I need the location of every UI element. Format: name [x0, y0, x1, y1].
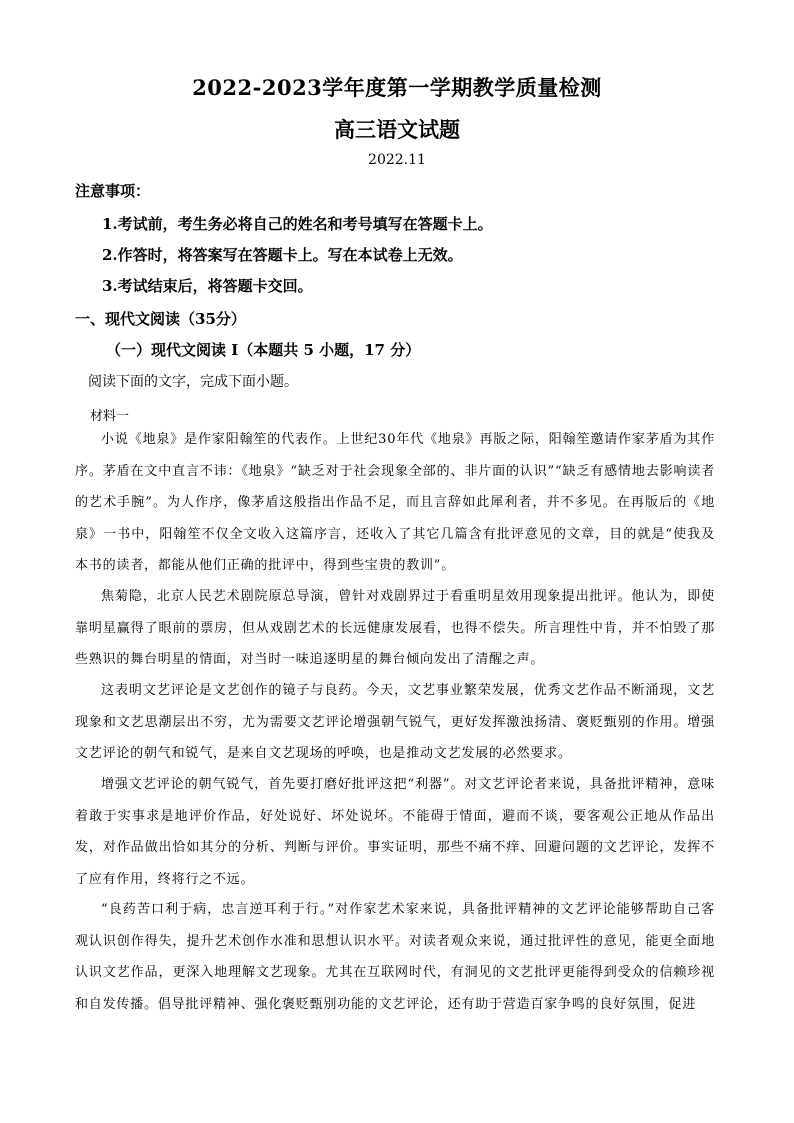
paragraph: 这表明文艺评论是文艺创作的镜子与良药。今天，文艺事业繁荣发展，优秀文艺作品不断涌现，文艺现象和文艺思潮层出不穷，尤为需要文艺评论增强朝气锐气，更好发挥激浊扬清、褒贬甄别的作用。增强文艺评论的朝气和锐气，是来自文艺现场的呼唤，也是推动文艺发展的必然要求。 [75, 683, 715, 761]
subsection-heading: （一）现代文阅读 I（本题共 5 小题，17 分） [106, 341, 421, 359]
exam-subtitle: 高三语文试题 [334, 117, 460, 142]
reading-instruction: 阅读下面的文字，完成下面小题。 [88, 374, 298, 390]
section-heading: 一、现代文阅读（35分） [75, 310, 246, 328]
paragraph: 增强文艺评论的朝气锐气，首先要打磨好批评这把“利器”。对文艺评论者来说，具备批评精神，意味着敢于实事求是地评价作品，好处说好、坏处说坏。不能碍于情面，避而不谈，要客观公正地从作品出发，对作品做出恰如其分的分析、判断与评价。事实证明，那些不痛不痒、回避问题的文艺评论，发挥不了应有作用，终将行之不远。 [75, 777, 715, 887]
exam-title: 2022-2023学年度第一学期教学质量检测 [192, 75, 602, 100]
notice-heading: 注意事项： [75, 182, 151, 200]
notice-item-3: 3.考试结束后，将答题卡交回。 [102, 277, 313, 295]
paragraph: “良药苦口利于病，忠言逆耳利于行。”对作家艺术家来说，具备批评精神的文艺评论能够帮助自己客观认识创作得失，提升艺术创作水准和思想认识水平。对读者观众来说，通过批评性的意见，能更全面地认识文艺作品，更深入地理解文艺现象。尤其在互联网时代，有洞见的文艺批评更能得到受众的信赖珍视和自发传播。倡导批评精神、强化褒贬甄别功能的文艺评论，还有助于营造百家争鸣的良好氛围，促进 [75, 902, 715, 1012]
material-label: 材料一 [90, 409, 130, 424]
paragraph: 小说《地泉》是作家阳翰笙的代表作。上世纪30年代《地泉》再版之际，阳翰笙邀请作家茅盾为其作序。茅盾在文中直言不讳：《地泉》“缺乏对于社会现象全部的、非片面的认识”“缺乏有感情地去影响读者的艺术手腕”。为人作序，像茅盾这般指出作品不足，而且言辞如此犀利者，并不多见。在再版后的《地泉》一书中，阳翰笙不仅全文收入这篇序言，还收入了其它几篇含有批评意见的文章，目的就是“使我及本书的读者，都能从他们正确的批评中，得到些宝贵的教训”。 [75, 432, 715, 573]
notice-item-2: 2.作答时，将答案写在答题卡上。写在本试卷上无效。 [102, 246, 463, 264]
notice-item-1: 1.考试前，考生务必将自己的姓名和考号填写在答题卡上。 [102, 215, 493, 233]
exam-date: 2022.11 [368, 152, 426, 168]
paragraph: 焦菊隐，北京人民艺术剧院原总导演，曾针对戏剧界过于看重明星效用现象提出批评。他认为，即使靠明星赢得了眼前的票房，但从戏剧艺术的长远健康发展看，也得不偿失。所言理性中肯，并不怕毁了那些熟识的舞台明星的情面，对当时一味追逐明星的舞台倾向发出了清醒之声。 [75, 589, 715, 667]
